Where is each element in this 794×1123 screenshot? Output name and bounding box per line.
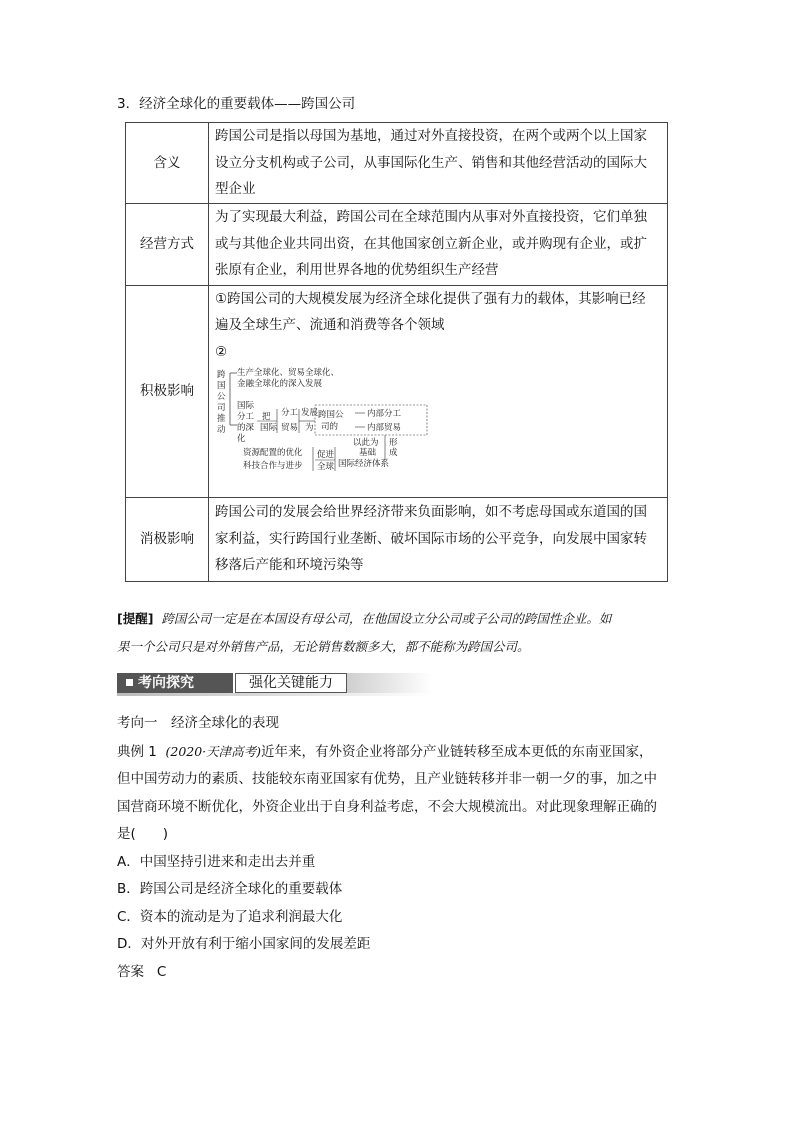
diagram-text: 化 xyxy=(237,434,246,444)
content-line: 型企业 xyxy=(215,181,256,197)
diagram-text: 金融全球化的深入发展 xyxy=(237,379,323,389)
example-label: 典例 1 xyxy=(117,743,157,760)
row-label: 消极影响 xyxy=(126,497,209,581)
diagram-text: 分工 xyxy=(237,412,255,422)
diagram-text: 以此为 xyxy=(353,438,379,448)
source-label: (2020·天津高考) xyxy=(165,743,262,759)
content-line: 遍及全球生产、流通和消费等各个领域 xyxy=(215,317,445,333)
diagram-text: 贸易 xyxy=(281,423,299,433)
table-row xyxy=(126,203,668,285)
diagram-text: 动 xyxy=(217,425,226,435)
direction-heading: 考向一 经济全球化的表现 xyxy=(117,715,279,731)
diagram-text: 把 xyxy=(262,412,271,422)
banner-title: 考向探究 xyxy=(138,675,194,691)
content-line: ①跨国公司的大规模发展为经济全球化提供了强有力的载体，其影响已经 xyxy=(215,290,646,307)
multinational-table xyxy=(125,122,668,582)
diagram-text: 成 xyxy=(389,448,398,458)
stem-text: 是( ) xyxy=(117,826,169,842)
content-line: 家利益，实行跨国行业垄断、破坏国际市场的公平竞争，向发展中国家转 xyxy=(215,530,647,547)
section-heading: 3．经济全球化的重要载体——跨国公司 xyxy=(117,96,356,112)
diagram-text: 国 xyxy=(217,381,226,391)
tip-label: [提醒] xyxy=(117,611,154,626)
row-label: 经营方式 xyxy=(126,203,209,285)
content-line: 移落后产能和环境污染等 xyxy=(215,557,364,574)
diagram-text: 公 xyxy=(217,392,226,402)
content-line: ② xyxy=(215,343,228,360)
diagram-text: 科技合作与进步 xyxy=(243,461,303,471)
stem-text: 但中国劳动力的素质、技能较东南亚国家有优势，且产业链转移并非一朝一夕的事，加之中 xyxy=(117,771,657,787)
content-line: 跨国公司是指以母国为基地，通过对外直接投资，在两个或两个以上国家 xyxy=(215,128,647,144)
tip-text: 果一个公司只是对外销售产品，无论销售数额多大，都不能称为跨国公司。 xyxy=(117,639,530,654)
square-bullet-icon xyxy=(126,679,133,686)
answer-line xyxy=(117,959,687,987)
row-label: 含义 xyxy=(126,123,209,204)
content-line: 张原有企业，利用世界各地的优势组织生产经营 xyxy=(215,262,499,279)
banner-fade xyxy=(347,673,432,693)
content-line: 设立分支机构或子公司，从事国际化生产、销售和其他经营活动的国际大 xyxy=(215,154,647,171)
diagram-text: 的深 xyxy=(237,423,255,433)
influence-diagram xyxy=(215,363,435,475)
diagram-text: 国际经济体系 xyxy=(338,459,390,469)
diagram-text: 资源配置的优化 xyxy=(243,448,303,458)
content-line: 跨国公司的发展会给世界经济带来负面影响，如不考虑母国或东道国的国 xyxy=(215,504,647,521)
diagram-text: 全球 xyxy=(317,462,335,472)
diagram-text: 内部分工 xyxy=(367,409,402,419)
diagram-text: 司的 xyxy=(321,422,339,432)
answer-label: 答案 xyxy=(117,963,144,980)
banner-underline xyxy=(117,693,432,696)
diagram-text: 跨国公 xyxy=(318,410,344,420)
tip-block xyxy=(117,605,677,661)
option-d: D．对外开放有利于缩小国家间的发展差距 xyxy=(117,936,371,952)
diagram-text: 生产全球化、贸易全球化、 xyxy=(237,368,340,378)
row-content xyxy=(209,497,668,581)
banner-subtitle: 强化关键能力 xyxy=(235,673,347,693)
diagram-text: 国际 xyxy=(260,423,278,433)
content-line: 或与其他企业共同出资，在其他国家创立新企业，或并购现有企业，或扩 xyxy=(215,235,647,252)
table-row xyxy=(126,497,668,581)
table-row xyxy=(126,123,668,204)
option-c: C．资本的流动是为了追求利润最大化 xyxy=(117,908,343,925)
answer-value: C xyxy=(156,963,167,980)
diagram-text: 发展 xyxy=(301,408,319,418)
row-label: 积极影响 xyxy=(126,285,209,497)
row-content xyxy=(209,123,668,204)
diagram-text: 国际 xyxy=(237,401,255,411)
table-row xyxy=(126,285,668,497)
tip-text: 跨国公司一定是在本国设有母公司，在他国设立分公司或子公司的跨国性企业。如 xyxy=(161,611,612,626)
diagram-text: 跨 xyxy=(217,370,226,380)
banner-dark xyxy=(117,673,233,693)
diagram-text: 分工 xyxy=(281,408,299,418)
content-line: 为了实现最大利益，跨国公司在全球范围内从事对外直接投资，它们单独 xyxy=(215,209,647,226)
section-banner xyxy=(117,669,432,699)
stem-line xyxy=(117,738,687,767)
question-block xyxy=(117,710,687,986)
option-b: B．跨国公司是经济全球化的重要载体 xyxy=(117,881,343,897)
diagram-text: 促进 xyxy=(317,450,335,460)
diagram-text: 内部贸易 xyxy=(367,423,402,433)
stem-text: 近年来，有外资企业将部分产业链转移至成本更低的东南亚国家， xyxy=(261,743,653,760)
diagram-text: 推 xyxy=(217,414,226,424)
option-a: A．中国坚持引进来和走出去并重 xyxy=(117,853,316,870)
diagram-text: 司 xyxy=(217,403,226,413)
row-content xyxy=(209,203,668,285)
stem-text: 国营商环境不断优化，外资企业出于自身利益考虑，不会大规模流出。对此现象理解正确的 xyxy=(117,798,657,815)
diagram-text: 为 xyxy=(305,423,314,433)
diagram-text: 形 xyxy=(389,438,398,448)
row-content xyxy=(209,285,668,497)
diagram-text: 基础 xyxy=(359,448,377,458)
